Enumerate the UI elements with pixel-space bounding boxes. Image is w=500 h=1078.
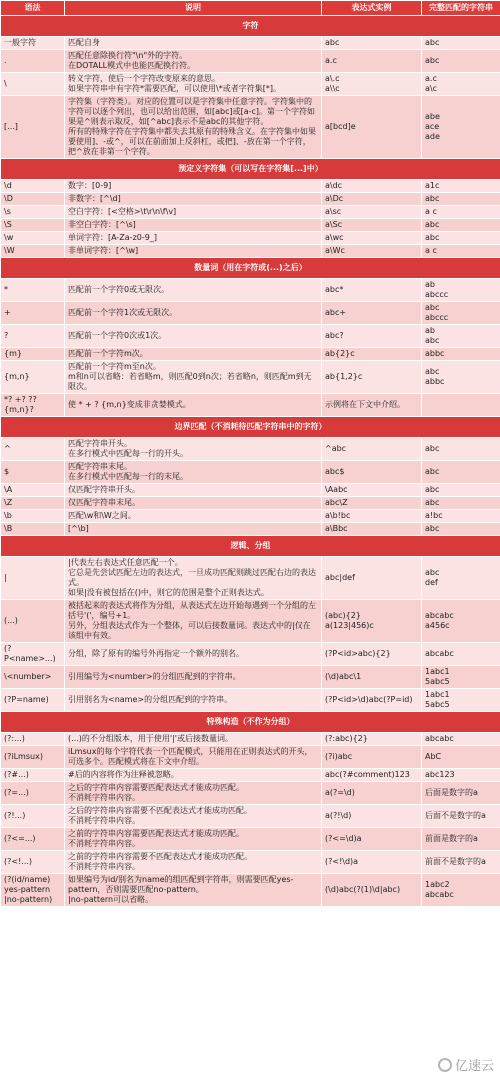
example-cell: (abc){2} a(123|456)c <box>322 600 422 643</box>
table-row <box>1 828 500 851</box>
example-cell: 示例将在下文中介绍。 <box>322 394 422 417</box>
table-row <box>1 461 500 484</box>
syntax-cell: . <box>1 50 65 73</box>
syntax-cell: {m} <box>1 348 65 361</box>
match-cell: a c <box>422 245 500 258</box>
match-cell: a1c <box>422 180 500 193</box>
description-cell: 之前的字符串内容需要不匹配表达式才能成功匹配。 不消耗字符串内容。 <box>65 851 322 874</box>
example-cell: abc? <box>322 325 422 348</box>
match-cell: a!bc <box>422 510 500 523</box>
description-cell: 转义字符，使后一个字符改变原来的意思。 如果字符串中有字符*需要匹配，可以使用\*或者字符集[*]。 <box>65 73 322 96</box>
example-cell: a\Sc <box>322 219 422 232</box>
example-cell: a(?!\d) <box>322 805 422 828</box>
example-cell: a\Dc <box>322 193 422 206</box>
match-cell: ab abc <box>422 325 500 348</box>
match-cell: abc abbc <box>422 361 500 394</box>
header-description: 说明 <box>65 1 322 16</box>
description-cell: 匹配自身 <box>65 37 322 50</box>
syntax-cell: 一般字符 <box>1 37 65 50</box>
description-cell: 之后的字符串内容需要匹配表达式才能成功匹配。 不消耗字符串内容。 <box>65 782 322 805</box>
example-cell: a\sc <box>322 206 422 219</box>
syntax-cell: \s <box>1 206 65 219</box>
match-cell: 1abc1 5abc5 <box>422 666 500 689</box>
section-title: 边界匹配（不消耗待匹配字符串中的字符） <box>1 417 500 438</box>
example-cell: a\.c a\\c <box>322 73 422 96</box>
description-cell: |代表左右表达式任意匹配一个。 它总是先尝试匹配左边的表达式，一旦成功匹配则跳过匹配右边的表达式。 如果|没有被包括在()中，则它的范围是整个正则表达式。 <box>65 557 322 600</box>
match-cell: a c <box>422 206 500 219</box>
table-row <box>1 557 500 600</box>
syntax-cell: \B <box>1 523 65 536</box>
example-cell: ^abc <box>322 438 422 461</box>
example-cell: (?P<id>\d)abc(?P=id) <box>322 689 422 712</box>
table-row <box>1 394 500 417</box>
match-cell: abcabc <box>422 643 500 666</box>
syntax-cell: | <box>1 557 65 600</box>
match-cell <box>422 394 500 417</box>
example-cell: a\Wc <box>322 245 422 258</box>
description-cell: (...)的不分组版本，用于使用'|'或后接数量词。 <box>65 733 322 746</box>
table-row <box>1 523 500 536</box>
section-title: 字符 <box>1 16 500 37</box>
syntax-cell: (?P<name>...) <box>1 643 65 666</box>
example-cell: abc$ <box>322 461 422 484</box>
example-cell: a(?=\d) <box>322 782 422 805</box>
table-row <box>1 361 500 394</box>
syntax-cell: (?=...) <box>1 782 65 805</box>
section-header-row <box>1 258 500 279</box>
example-cell: a\wc <box>322 232 422 245</box>
syntax-cell: \W <box>1 245 65 258</box>
match-cell: 前面是数字的a <box>422 828 500 851</box>
header-syntax: 语法 <box>1 1 65 16</box>
match-cell: 后面不是数字的a <box>422 805 500 828</box>
description-cell: 匹配\w和\W之间。 <box>65 510 322 523</box>
syntax-cell: \S <box>1 219 65 232</box>
table-row <box>1 96 500 159</box>
match-cell: abc <box>422 50 500 73</box>
match-cell: a.c a\c <box>422 73 500 96</box>
syntax-cell: (?(id/name) yes-pattern |no-pattern) <box>1 874 65 907</box>
table-row <box>1 302 500 325</box>
description-cell: 引用别名为<name>的分组匹配到的字符串。 <box>65 689 322 712</box>
description-cell: 之前的字符串内容需要匹配表达式才能成功匹配。 不消耗字符串内容。 <box>65 828 322 851</box>
description-cell: #后的内容将作为注释被忽略。 <box>65 769 322 782</box>
table-row <box>1 666 500 689</box>
description-cell: 被括起来的表达式将作为分组，从表达式左边开始每遇到一个分组的左括号'('，编号+1。 另外，分组表达式作为一个整体，可以后接数量词。表达式中的|仅在该组中有效。 <box>65 600 322 643</box>
example-cell: (\d)abc(?(1)\d|abc) <box>322 874 422 907</box>
section-header-row <box>1 536 500 557</box>
syntax-cell: (?:...) <box>1 733 65 746</box>
description-cell: 匹配前一个字符m至n次。 m和n可以省略：若省略m，则匹配0到n次；若省略n，则匹配m到无限次。 <box>65 361 322 394</box>
example-cell: abc <box>322 37 422 50</box>
description-cell: 匹配前一个字符m次。 <box>65 348 322 361</box>
table-row <box>1 50 500 73</box>
table-row <box>1 782 500 805</box>
yisu-logo-icon <box>438 1058 452 1072</box>
table-row <box>1 206 500 219</box>
match-cell: abbc <box>422 348 500 361</box>
syntax-cell: (?<!...) <box>1 851 65 874</box>
description-cell: 引用编号为<number>的分组匹配到的字符串。 <box>65 666 322 689</box>
syntax-cell: [...] <box>1 96 65 159</box>
header-example: 表达式实例 <box>322 1 422 16</box>
description-cell: 匹配前一个字符1次或无限次。 <box>65 302 322 325</box>
match-cell: abc <box>422 438 500 461</box>
watermark-text: 亿速云 <box>454 1059 494 1074</box>
description-cell: 单词字符：[A-Za-z0-9_] <box>65 232 322 245</box>
syntax-cell: (?#...) <box>1 769 65 782</box>
syntax-cell: $ <box>1 461 65 484</box>
example-cell: (?i)abc <box>322 746 422 769</box>
match-cell: 后面是数字的a <box>422 782 500 805</box>
match-cell: abc abccc <box>422 302 500 325</box>
syntax-cell: + <box>1 302 65 325</box>
match-cell: abe ace ade <box>422 96 500 159</box>
match-cell: abc <box>422 461 500 484</box>
section-header-row <box>1 16 500 37</box>
example-cell: \Aabc <box>322 484 422 497</box>
table-row <box>1 180 500 193</box>
match-cell: ab abccc <box>422 279 500 302</box>
table-row <box>1 325 500 348</box>
syntax-cell: (?iLmsux) <box>1 746 65 769</box>
syntax-cell: {m,n} <box>1 361 65 394</box>
example-cell: abc|def <box>322 557 422 600</box>
example-cell: abc\Z <box>322 497 422 510</box>
example-cell: a[bcd]e <box>322 96 422 159</box>
table-row <box>1 689 500 712</box>
section-title: 数量词（用在字符或(...)之后） <box>1 258 500 279</box>
section-header-row <box>1 712 500 733</box>
match-cell: AbC <box>422 746 500 769</box>
description-cell: 仅匹配字符串开头。 <box>65 484 322 497</box>
table-row <box>1 769 500 782</box>
table-row <box>1 245 500 258</box>
description-cell: 分组，除了原有的编号外再指定一个额外的别名。 <box>65 643 322 666</box>
description-cell: 匹配前一个字符0次或1次。 <box>65 325 322 348</box>
syntax-cell: (...) <box>1 600 65 643</box>
example-cell: abc(?#comment)123 <box>322 769 422 782</box>
syntax-cell: (?P=name) <box>1 689 65 712</box>
example-cell: (?:abc){2} <box>322 733 422 746</box>
description-cell: 非单词字符：[^\w] <box>65 245 322 258</box>
match-cell: abc <box>422 523 500 536</box>
syntax-cell: (?!...) <box>1 805 65 828</box>
table-row <box>1 510 500 523</box>
table-row <box>1 643 500 666</box>
table-row <box>1 805 500 828</box>
description-cell: 匹配字符串末尾。 在多行模式中匹配每一行的末尾。 <box>65 461 322 484</box>
table-row <box>1 232 500 245</box>
description-cell: 匹配前一个字符0或无限次。 <box>65 279 322 302</box>
table-row <box>1 348 500 361</box>
table-row <box>1 37 500 50</box>
table-row <box>1 746 500 769</box>
section-header-row <box>1 159 500 180</box>
example-cell: a\b!bc <box>322 510 422 523</box>
description-cell: [^\b] <box>65 523 322 536</box>
example-cell: abc+ <box>322 302 422 325</box>
syntax-cell: ^ <box>1 438 65 461</box>
description-cell: 非空白字符：[^\s] <box>65 219 322 232</box>
example-cell: ab{1,2}c <box>322 361 422 394</box>
match-cell: abc def <box>422 557 500 600</box>
example-cell: (?<=\d)a <box>322 828 422 851</box>
description-cell: 如果编号为id/别名为name的组匹配到字符串，则需要匹配yes-pattern，否则需要匹配no-pattern。 |no-pattern可以省略。 <box>65 874 322 907</box>
syntax-cell: *? +? ?? {m,n}? <box>1 394 65 417</box>
example-cell: abc* <box>322 279 422 302</box>
match-cell: abc <box>422 193 500 206</box>
syntax-cell: \d <box>1 180 65 193</box>
example-cell: a\dc <box>322 180 422 193</box>
match-cell: abc <box>422 484 500 497</box>
description-cell: 仅匹配字符串末尾。 <box>65 497 322 510</box>
syntax-cell: \ <box>1 73 65 96</box>
section-header-row <box>1 417 500 438</box>
syntax-cell: (?<=...) <box>1 828 65 851</box>
match-cell: 1abc2 abcabc <box>422 874 500 907</box>
description-cell: 数字：[0-9] <box>65 180 322 193</box>
table-row <box>1 219 500 232</box>
match-cell: abc123 <box>422 769 500 782</box>
match-cell: 1abc1 5abc5 <box>422 689 500 712</box>
table-row <box>1 497 500 510</box>
example-cell: (\d)abc\1 <box>322 666 422 689</box>
table-row <box>1 874 500 907</box>
syntax-cell: \b <box>1 510 65 523</box>
description-cell: 匹配任意除换行符"\n"外的字符。 在DOTALL模式中也能匹配换行符。 <box>65 50 322 73</box>
table-row <box>1 279 500 302</box>
table-row <box>1 851 500 874</box>
description-cell: 非数字：[^\d] <box>65 193 322 206</box>
syntax-cell: * <box>1 279 65 302</box>
description-cell: 之后的字符串内容需要不匹配表达式才能成功匹配。 不消耗字符串内容。 <box>65 805 322 828</box>
syntax-cell: \A <box>1 484 65 497</box>
table-row <box>1 600 500 643</box>
example-cell: a.c <box>322 50 422 73</box>
header-full-match: 完整匹配的字符串 <box>422 1 500 16</box>
match-cell: abc <box>422 232 500 245</box>
section-title: 预定义字符集（可以写在字符集[...]中） <box>1 159 500 180</box>
syntax-cell: \w <box>1 232 65 245</box>
example-cell: ab{2}c <box>322 348 422 361</box>
example-cell: (?P<id>abc){2} <box>322 643 422 666</box>
section-title: 特殊构造（不作为分组） <box>1 712 500 733</box>
description-cell: 使 * + ? {m,n}变成非贪婪模式。 <box>65 394 322 417</box>
example-cell: (?<!\d)a <box>322 851 422 874</box>
syntax-cell: \D <box>1 193 65 206</box>
watermark <box>438 1055 494 1074</box>
section-title: 逻辑、分组 <box>1 536 500 557</box>
description-cell: 匹配字符串开头。 在多行模式中匹配每一行的开头。 <box>65 438 322 461</box>
example-cell: a\Bbc <box>322 523 422 536</box>
match-cell: abcabc <box>422 733 500 746</box>
table-header-row <box>1 1 500 16</box>
match-cell: 前面不是数字的a <box>422 851 500 874</box>
table-row <box>1 73 500 96</box>
match-cell: abc <box>422 219 500 232</box>
table-row <box>1 438 500 461</box>
table-row <box>1 733 500 746</box>
syntax-cell: \Z <box>1 497 65 510</box>
match-cell: abc <box>422 37 500 50</box>
match-cell: abc <box>422 497 500 510</box>
description-cell: 空白字符：[<空格>\t\r\n\f\v] <box>65 206 322 219</box>
match-cell: abcabc a456c <box>422 600 500 643</box>
table-row <box>1 193 500 206</box>
syntax-cell: \<number> <box>1 666 65 689</box>
description-cell: 字符集（字符类）。对应的位置可以是字符集中任意字符。字符集中的字符可以逐个列出，也可以给出范围，如[abc]或[a-c]。第一个字符如果是^则表示取反，如[^abc]表示不是abc的其他字符。 所有的特殊字符在字符集中都失去其原有的特殊含义。在字符集中如果要使用]、-或^，可以在前面加上反斜杠，或把]、-放在第一个字符，把^放在非第一个字符。 <box>65 96 322 159</box>
description-cell: iLmsux的每个字符代表一个匹配模式，只能用在正则表达式的开头，可选多个。匹配模式将在下文中介绍。 <box>65 746 322 769</box>
table-row <box>1 484 500 497</box>
syntax-cell: ? <box>1 325 65 348</box>
